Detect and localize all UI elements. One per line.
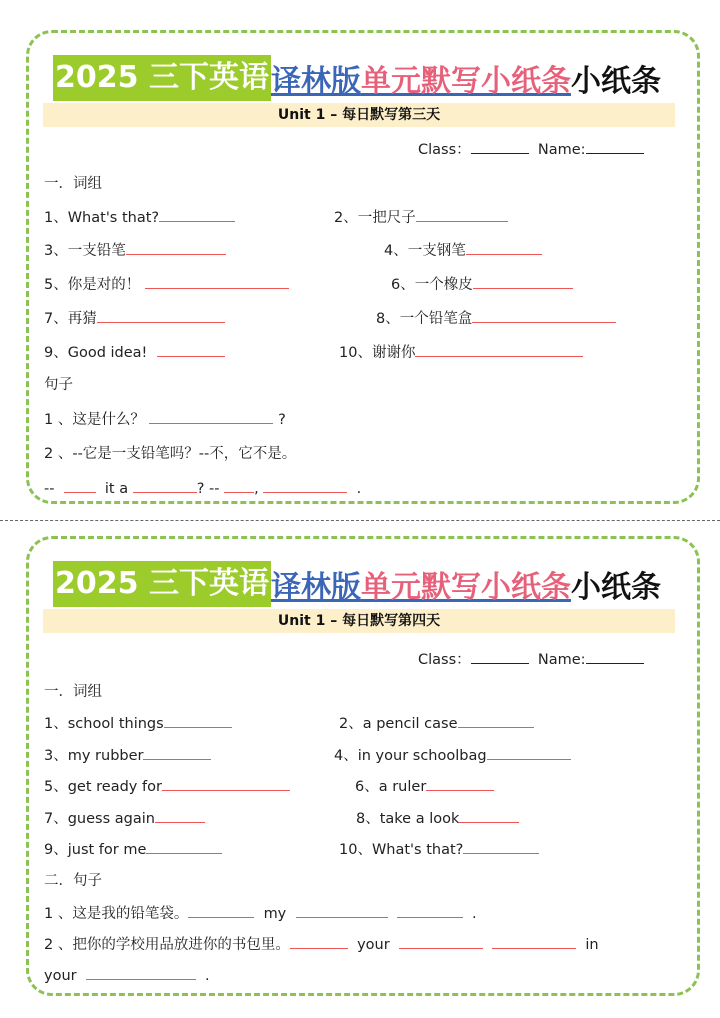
phrase-item (339, 713, 534, 734)
phrase-item (355, 776, 494, 797)
cut-line (0, 520, 720, 521)
answer-blank[interactable] (290, 934, 348, 949)
answer-blank[interactable] (188, 903, 254, 918)
phrase-item (334, 207, 508, 228)
phrase-prompt: 6、一个橡皮 (391, 277, 473, 293)
phrase-prompt: 1、What's that? (44, 210, 160, 226)
phrase-item (356, 808, 519, 829)
phrase-prompt: 4、in your schoolbag (334, 748, 487, 764)
title-part-edition: 译林版 (270, 64, 361, 99)
section-phrases: 一．词组 (44, 176, 102, 192)
section-phrases: 一．词组 (44, 684, 102, 700)
title-part-dictation: 单元默写小纸条 (360, 64, 571, 99)
title-part-slip: 小纸条 (570, 64, 661, 99)
sentence-word: my (263, 906, 287, 922)
name-label: Name: (537, 652, 586, 668)
answer-blank[interactable] (145, 274, 289, 289)
phrase-item (44, 308, 225, 329)
class-label: Class： (418, 142, 471, 158)
phrase-prompt: 10、谢谢你 (339, 345, 416, 361)
sentence-prompt: 1 、这是我的铅笔袋。 (44, 906, 189, 922)
class-blank[interactable] (471, 139, 529, 154)
punctuation: . (356, 481, 362, 497)
phrase-item (44, 808, 205, 829)
sentence-word: your (357, 937, 390, 953)
answer-blank[interactable] (133, 478, 197, 493)
phrase-prompt: 5、你是对的！ (44, 277, 141, 293)
answer-blank[interactable] (399, 934, 483, 949)
slip-title (53, 561, 673, 607)
unit-banner: Unit 1 – 每日默写第四天 (43, 609, 675, 633)
answer-blank[interactable] (472, 308, 616, 323)
answer-blank[interactable] (397, 903, 463, 918)
phrase-item (334, 745, 571, 766)
dictation-slip-1 (26, 30, 700, 504)
punctuation: ? (278, 412, 286, 428)
sentence-word: ? -- (196, 481, 220, 497)
sentence-item (44, 409, 286, 430)
answer-blank[interactable] (149, 409, 273, 424)
answer-blank[interactable] (159, 207, 235, 222)
answer-blank[interactable] (296, 903, 388, 918)
answer-blank[interactable] (463, 839, 539, 854)
phrase-prompt: 8、take a look (356, 811, 460, 827)
class-blank[interactable] (471, 649, 529, 664)
phrase-item (44, 839, 222, 860)
answer-blank[interactable] (458, 713, 534, 728)
phrase-prompt: 1、school things (44, 716, 164, 732)
section-sentences: 二．句子 (44, 873, 102, 889)
answer-blank[interactable] (162, 776, 290, 791)
sentence-word: in (585, 937, 599, 953)
answer-blank[interactable] (86, 965, 196, 980)
phrase-prompt: 7、再猜 (44, 311, 97, 327)
phrase-item (44, 240, 226, 261)
answer-blank[interactable] (157, 342, 225, 357)
sentence-answer-line (44, 478, 361, 499)
answer-blank[interactable] (492, 934, 576, 949)
phrase-prompt: 10、What's that? (339, 842, 464, 858)
punctuation: , (254, 481, 259, 497)
answer-blank[interactable] (487, 745, 571, 760)
answer-blank[interactable] (164, 713, 232, 728)
answer-blank[interactable] (64, 478, 96, 493)
phrase-item (44, 776, 290, 797)
phrase-prompt: 2、一把尺子 (334, 210, 416, 226)
phrase-item (376, 308, 616, 329)
sentence-item (44, 903, 477, 924)
title-part-dictation: 单元默写小纸条 (360, 570, 571, 605)
phrase-item (44, 342, 225, 363)
phrase-prompt: 3、一支铅笔 (44, 243, 126, 259)
title-part-slip: 小纸条 (570, 570, 661, 605)
name-blank[interactable] (586, 139, 644, 154)
punctuation: . (471, 906, 477, 922)
sentence-item (44, 965, 210, 986)
class-label: Class： (418, 652, 471, 668)
answer-blank[interactable] (126, 240, 226, 255)
sentence-word: your (44, 968, 77, 984)
phrase-prompt: 4、一支钢笔 (384, 243, 466, 259)
answer-blank[interactable] (416, 207, 508, 222)
phrase-item (391, 274, 573, 295)
sentence-word: it a (104, 481, 129, 497)
answer-blank[interactable] (459, 808, 519, 823)
sentence-item (44, 444, 296, 464)
title-part-edition: 译林版 (270, 570, 361, 605)
title-part-grade: 2025 三下英语 (53, 55, 271, 101)
phrase-prompt: 7、guess again (44, 811, 155, 827)
phrase-item (44, 274, 289, 295)
sentence-item (44, 934, 599, 955)
answer-blank[interactable] (426, 776, 494, 791)
slip-title (53, 55, 673, 101)
punctuation: . (205, 968, 210, 984)
section-sentences: 句子 (44, 377, 73, 393)
title-part-grade: 2025 三下英语 (53, 561, 271, 607)
name-blank[interactable] (586, 649, 644, 664)
phrase-item (44, 713, 232, 734)
answer-blank[interactable] (466, 240, 542, 255)
sentence-prompt: 2 、把你的学校用品放进你的书包里。 (44, 937, 290, 953)
sentence-prompt: 1 、这是什么？ (44, 412, 145, 428)
unit-banner: Unit 1 – 每日默写第三天 (43, 103, 675, 127)
answer-blank[interactable] (143, 745, 211, 760)
dash: -- (44, 481, 55, 497)
phrase-prompt: 9、Good idea! (44, 345, 148, 361)
answer-blank[interactable] (415, 342, 583, 357)
class-name-line (418, 649, 644, 670)
answer-blank[interactable] (146, 839, 222, 854)
phrase-item (339, 342, 583, 363)
phrase-item (44, 745, 211, 766)
answer-blank[interactable] (473, 274, 573, 289)
phrase-prompt: 6、a ruler (355, 779, 427, 795)
phrase-prompt: 2、a pencil case (339, 716, 458, 732)
phrase-prompt: 3、my rubber (44, 748, 144, 764)
answer-blank[interactable] (155, 808, 205, 823)
sentence-prompt: 2 、--它是一支铅笔吗？--不，它不是。 (44, 446, 297, 462)
dictation-slip-2 (26, 536, 700, 996)
answer-blank[interactable] (97, 308, 225, 323)
phrase-item (44, 207, 235, 228)
phrase-prompt: 5、get ready for (44, 779, 162, 795)
answer-blank[interactable] (263, 478, 347, 493)
phrase-prompt: 9、just for me (44, 842, 147, 858)
class-name-line (418, 139, 644, 160)
name-label: Name: (537, 142, 586, 158)
phrase-item (384, 240, 542, 261)
phrase-item (339, 839, 539, 860)
phrase-prompt: 8、一个铅笔盒 (376, 311, 473, 327)
answer-blank[interactable] (224, 478, 254, 493)
